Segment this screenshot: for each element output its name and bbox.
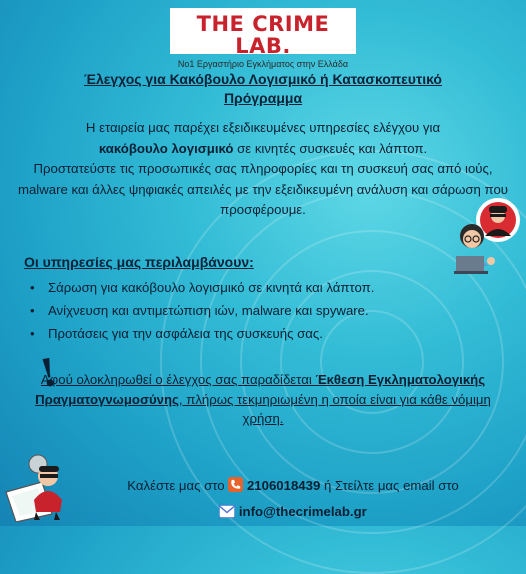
call-prefix: Καλέστε μας στο: [127, 478, 229, 493]
intro-text-b: σε κινητές συσκευές και λάπτοπ.: [233, 140, 428, 156]
service-text: Προτάσεις για την ασφάλεια της συσκευής σας.: [48, 326, 323, 341]
intro-paragraph: [16, 118, 510, 221]
title-line-1: Έλεγχος για Κακόβουλο Λογισμικό ή Κατασκοπευτικό: [84, 71, 442, 87]
intro-text-a: Η εταιρεία μας παρέχει εξειδικευμένες υπηρεσίες ελέγχου για: [85, 120, 441, 135]
notice-text-1: Αφού ολοκληρωθεί ο έλεγχος σας παραδίδεται: [40, 372, 316, 387]
bullet: •: [30, 326, 35, 341]
list-item: [30, 276, 374, 299]
intro-bold-malware: κακόβουλο λογισμικό: [98, 140, 234, 156]
phone-number-link[interactable]: 2106018439: [246, 478, 321, 493]
services-list: [30, 276, 374, 345]
page-title: [20, 70, 506, 108]
victim-laptop-illustration: [452, 218, 498, 276]
list-item: [30, 299, 374, 322]
logo-subtitle: No1 Εργαστήριο Εγκλήματος στην Ελλάδα: [177, 59, 349, 69]
exclamation-icon: !: [36, 348, 61, 397]
notice-text-2: , πλήρως τεκμηριωμένη η οποία είναι για κάθε νόμιμη χρήση.: [178, 391, 491, 426]
bullet: •: [30, 303, 35, 318]
list-item: [30, 322, 374, 345]
phone-icon: [228, 476, 243, 500]
mail-icon: [219, 502, 235, 526]
bullet: •: [30, 280, 35, 295]
service-text: Σάρωση για κακόβουλο λογισμικό σε κινητά και λάπτοπ.: [48, 280, 375, 295]
service-text: Ανίχνευση και αντιμετώπιση ιών, malware και spyware.: [48, 303, 369, 318]
contact-block: [60, 474, 526, 526]
email-prefix: ή Στείλτε μας email στο: [320, 478, 459, 493]
notice-bold-report: Έκθεση Εγκληματολογικής Πραγματογνωμοσύνης: [35, 372, 486, 407]
email-link[interactable]: info@thecrimelab.gr: [238, 504, 367, 519]
logo-title: THE CRIME LAB.: [196, 12, 330, 58]
services-title: Οι υπηρεσίες μας περιλαμβάνουν:: [24, 254, 254, 270]
intro-text-p2: Προστατεύστε τις προσωπικές σας πληροφορίες και τη συσκευή σας από ιούς, malware και άλλες ψηφιακές απειλές με την εξειδικευμένη ανάλυση και σάρωση που προσφέρουμε.: [17, 161, 509, 217]
title-line-2: Πρόγραμμα: [223, 90, 303, 106]
brand-logo: [170, 8, 356, 69]
report-notice: [20, 370, 506, 429]
